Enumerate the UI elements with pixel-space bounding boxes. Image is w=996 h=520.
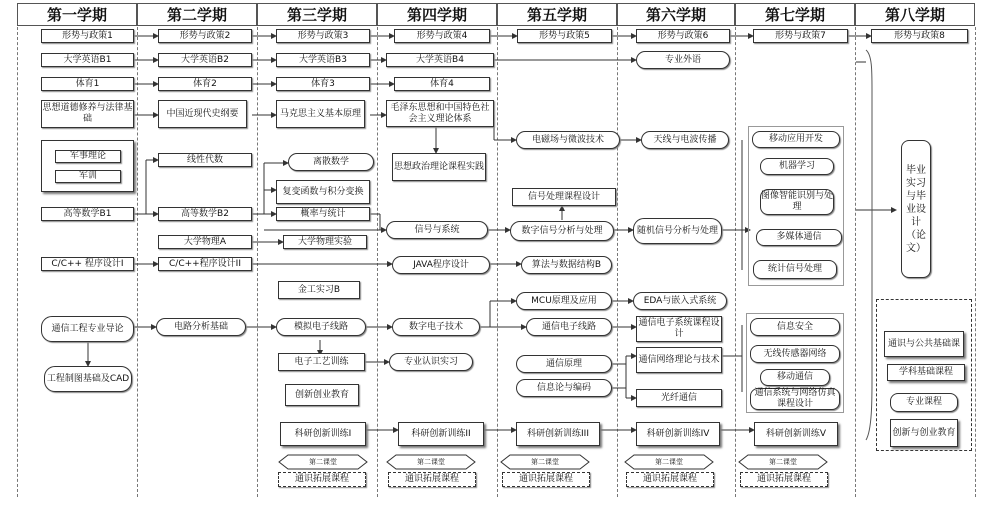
course-box: 移动应用开发	[752, 131, 840, 148]
course-box: 电子工艺训练	[278, 353, 365, 371]
course-box: 无线传感器网络	[750, 345, 840, 363]
course-box: 复变函数与积分变换	[276, 180, 370, 204]
course-box: JAVA程序设计	[392, 256, 490, 274]
course-box: 图像智能识别与处理	[760, 189, 834, 215]
course-box: 通识拓展课程	[626, 472, 714, 487]
course-box: 高等数学B1	[41, 207, 134, 221]
course-box: 移动通信	[760, 369, 830, 386]
course-box: 信号处理课程设计	[512, 188, 616, 206]
semester-3-header: 第三学期	[257, 3, 377, 26]
course-box: 大学物理A	[158, 235, 252, 249]
course-box: 形势与政策7	[753, 29, 848, 43]
graduation-box: 毕业实习与毕业设计（论文）	[901, 140, 931, 278]
course-box: 第二课堂	[309, 457, 337, 466]
course-box: 形势与政策3	[276, 29, 370, 43]
course-box: 形势与政策8	[871, 29, 968, 43]
course-box: 大学英语B2	[158, 53, 252, 67]
course-box: 通信原理	[516, 355, 612, 373]
course-box: 形势与政策4	[394, 29, 490, 43]
course-box: 专业认识实习	[389, 353, 473, 371]
course-box: 光纤通信	[636, 389, 722, 407]
legend-item: 通识与公共基础课	[884, 331, 964, 357]
legend-item: 学科基础课程	[887, 364, 965, 381]
course-box: EDA与嵌入式系统	[633, 292, 727, 310]
course-box: 模拟电子线路	[276, 318, 366, 336]
legend-item: 专业课程	[890, 393, 958, 412]
course-box: 创新创业教育	[285, 384, 359, 406]
semester-7-header: 第七学期	[735, 3, 855, 26]
course-box: 通信电子线路	[526, 318, 612, 336]
course-box: 通信系统与网络仿真课程设计	[750, 388, 840, 410]
course-box: 马克思主义基本原理	[276, 100, 365, 128]
course-box: 随机信号分析与处理	[633, 218, 722, 244]
semester-5-header: 第五学期	[497, 3, 617, 26]
course-box: 第二课堂	[655, 457, 683, 466]
course-box: 电路分析基础	[156, 318, 246, 336]
course-box: 形势与政策5	[517, 29, 612, 43]
course-box: 机器学习	[760, 158, 834, 175]
semester-1-header: 第一学期	[17, 3, 137, 26]
course-box: 金工实习B	[278, 281, 360, 299]
course-box: 大学物理实验	[283, 235, 367, 249]
course-box: 算法与数据结构B	[521, 256, 612, 274]
course-box: 体育2	[158, 77, 252, 91]
course-box: 科研创新训练V	[754, 422, 838, 446]
course-box: 信息论与编码	[516, 379, 612, 397]
course-box: 信号与系统	[386, 221, 488, 239]
course-box: 线性代数	[158, 153, 252, 167]
course-box: 通识拓展课程	[502, 472, 590, 487]
course-box: 中国近现代史纲要	[158, 100, 247, 128]
course-box: 科研创新训练III	[516, 422, 600, 446]
course-box: 形势与政策6	[636, 29, 730, 43]
course-box: 科研创新训练II	[398, 422, 484, 446]
course-box: 科研创新训练IV	[636, 422, 720, 446]
course-box: C/C++ 程序设计I	[41, 257, 134, 271]
course-box: 大学英语B1	[41, 53, 134, 67]
course-box: 通信网络理论与技术	[636, 347, 722, 373]
semester-4-header: 第四学期	[377, 3, 497, 26]
course-box: 通识拓展课程	[740, 472, 828, 487]
course-box: 思想政治理论课程实践	[392, 153, 486, 181]
course-box: 通识拓展课程	[278, 472, 366, 487]
course-box: 体育4	[394, 77, 490, 91]
course-box: 第二课堂	[769, 457, 797, 466]
course-box: 专业外语	[636, 51, 730, 69]
course-box: 毛泽东思想和中国特色社会主义理论体系	[386, 100, 494, 127]
course-box: 军训	[55, 170, 121, 183]
semester-2-header: 第二学期	[137, 3, 257, 26]
course-box: MCU原理及应用	[516, 292, 612, 310]
course-box: 体育3	[276, 77, 370, 91]
course-box: 思想道德修养与法律基础	[41, 100, 134, 128]
semester-8-header: 第八学期	[855, 3, 975, 26]
course-box: 大学英语B4	[386, 53, 494, 67]
course-box: 形势与政策1	[41, 29, 134, 43]
course-box: 通识拓展课程	[388, 472, 476, 487]
course-box: 工程制图基础及CAD	[44, 366, 132, 392]
course-box: 数字信号分析与处理	[510, 221, 614, 241]
military-group	[41, 140, 134, 192]
course-box: 体育1	[41, 77, 134, 91]
course-box: 电磁场与微波技术	[516, 131, 620, 149]
legend-item: 创新与创业教育	[890, 419, 958, 447]
course-box: C/C++程序设计II	[158, 257, 252, 271]
course-box: 多媒体通信	[756, 229, 842, 246]
course-box: 第二课堂	[531, 457, 559, 466]
course-box: 形势与政策2	[158, 29, 252, 43]
course-box: 通信工程专业导论	[41, 316, 134, 342]
course-box: 高等数学B2	[158, 207, 252, 221]
course-box: 大学英语B3	[276, 53, 370, 67]
course-box: 军事理论	[55, 150, 121, 163]
course-box: 信息安全	[750, 318, 840, 336]
course-box: 通信电子系统课程设计	[636, 316, 722, 342]
course-box: 概率与统计	[276, 207, 370, 221]
course-box: 科研创新训练I	[280, 422, 366, 446]
course-box: 离散数学	[288, 153, 374, 171]
course-box: 统计信号处理	[753, 260, 837, 279]
course-box: 数字电子技术	[392, 318, 480, 336]
course-box: 第二课堂	[417, 457, 445, 466]
semester-6-header: 第六学期	[617, 3, 735, 26]
course-box: 天线与电波传播	[641, 131, 729, 149]
